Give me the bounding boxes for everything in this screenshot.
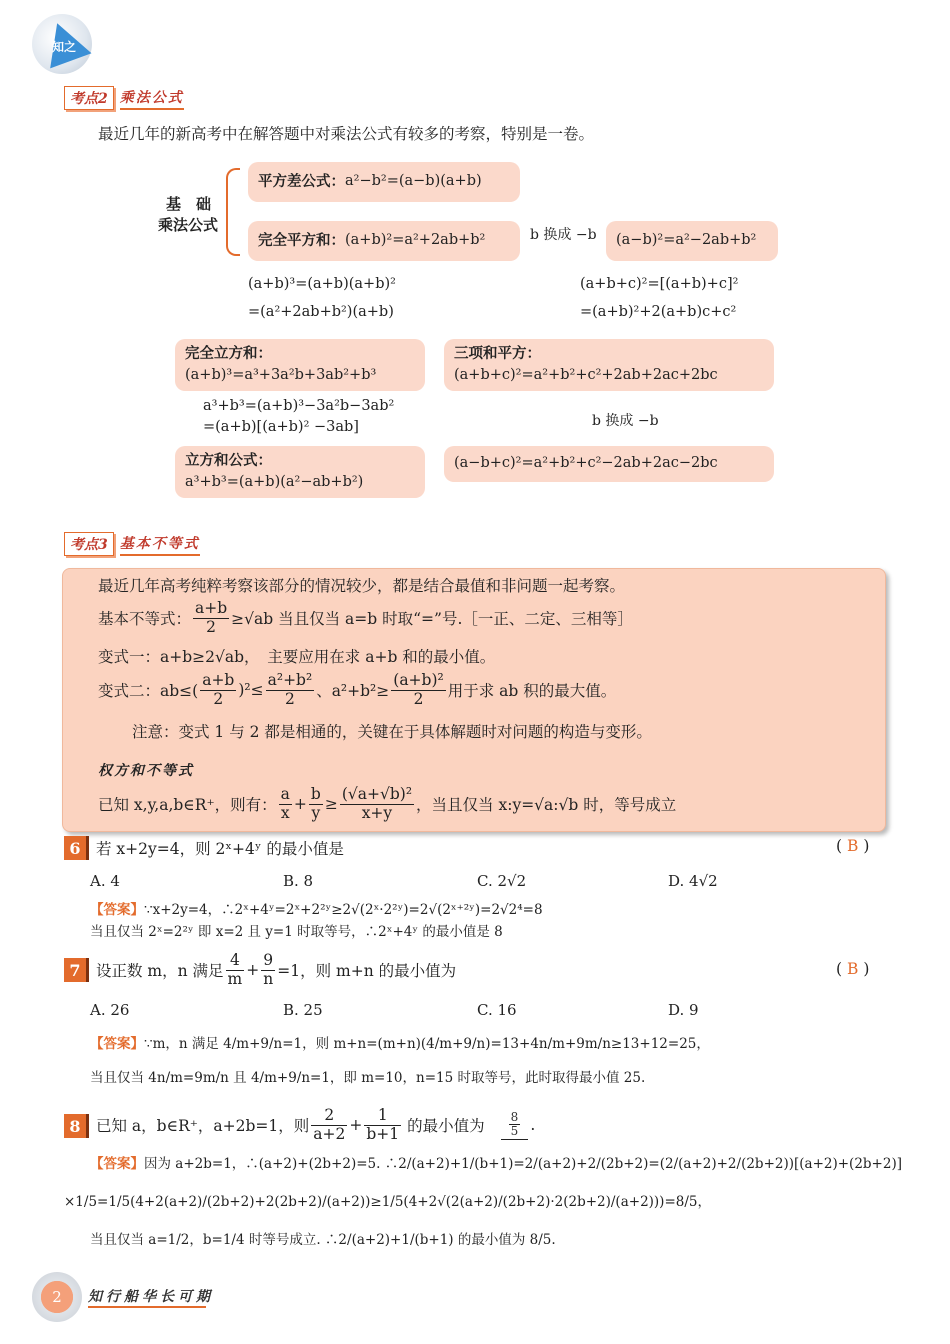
q6-answer-tag: 【答案】: [90, 902, 144, 918]
footer-divider: [88, 1306, 206, 1308]
diff-square-formula: a²−b²=(a−b)(a+b): [345, 173, 482, 190]
page-number: 2: [52, 1288, 62, 1306]
diff-square-title: 平方差公式：: [258, 173, 345, 191]
q8-text-pre: 已知 a，b∈R⁺，a+2b=1，则: [96, 1117, 310, 1136]
ineq-line4-pre: 变式二：ab≤(: [98, 682, 199, 701]
ineq-line2: [98, 600, 633, 637]
ineq-line6-frac3: [340, 786, 414, 823]
cube-formula-box: [175, 446, 425, 498]
cube-sum-title: 完全立方和：: [185, 345, 272, 363]
page-number-badge: [32, 1272, 82, 1322]
perfect-square-diff-box: [606, 221, 778, 261]
q7-option-d: D. 9: [668, 1001, 699, 1019]
section3-heading: [64, 532, 200, 556]
perfect-square-box: [248, 221, 520, 261]
q6-option-c: C. 2√2: [477, 872, 527, 890]
ineq-line3: 变式一：a+b≥2√ab， 主要应用在求 a+b 和的最小值。: [98, 648, 496, 666]
ineq-line6-f1-den: x: [280, 803, 290, 822]
q6-answer-choice: B: [847, 837, 859, 855]
q6-option-a: A. 4: [90, 872, 120, 890]
q8-blank-num: 8: [510, 1109, 519, 1124]
q6-solution-1: [90, 900, 543, 922]
q7-text-pre: 设正数 m，n 满足: [96, 962, 224, 981]
q6-answer-open: (: [836, 837, 843, 855]
q8-answer-tag: 【答案】: [90, 1156, 144, 1172]
ineq-line6-frac2: [309, 786, 323, 823]
perfect-square-title: 完全平方和：: [258, 232, 345, 250]
q8-solution-1-text: 因为 a+2b=1，∴(a+2)+(2b+2)=5. ∴2/(a+2)+1/(b+1)=2/(a+2)+2/(2b+2)=(2/(a+2)+2/(2b+2))[(a+2)+(2b+2)]: [144, 1156, 902, 1172]
ineq-line6-ge: ≥: [324, 795, 338, 814]
tri-square-title: 三项和平方：: [454, 345, 541, 363]
ineq-line6-f1-num: a: [280, 785, 290, 803]
diff-square-box: [248, 162, 520, 202]
ineq-line2-pre: 基本不等式：: [98, 610, 192, 629]
cube-sum-box: [175, 339, 425, 391]
q7-answer-tag: 【答案】: [90, 1036, 144, 1052]
q8-f1-num: 2: [311, 1107, 347, 1126]
ineq-line1: 最近几年高考纯粹考察该部分的情况较少，都是结合最值和非问题一起考察。: [98, 577, 626, 595]
ineq-line4-f2-den: 2: [284, 689, 295, 708]
ineq-line6-frac1: [279, 786, 292, 823]
ineq-line6-post: ，当且仅当 x:y=√a:√b 时，等号成立: [416, 796, 677, 815]
q8-frac1: [311, 1107, 347, 1144]
q8-frac2: [364, 1107, 401, 1144]
section2-label: 考点2: [64, 86, 114, 110]
cube-expand-1: (a+b)³=(a+b)(a+b)²: [248, 276, 396, 292]
ineq-line6-plus: +: [293, 795, 307, 814]
ineq-line2-frac: [193, 600, 229, 637]
ineq-line4-mid2: 、a²+b²≥: [316, 682, 390, 701]
ineq-line6-pre: 已知 x,y,a,b∈R⁺，则有：: [98, 796, 277, 815]
q8-blank: [501, 1111, 529, 1141]
cube-sum-formula: (a+b)³=a³+3a²b+3ab²+b³: [185, 367, 377, 383]
q7-text: [96, 952, 456, 989]
q7-option-c: C. 16: [477, 1001, 517, 1019]
q8-period: .: [530, 1116, 536, 1135]
q8-text: [96, 1107, 535, 1144]
q7-answer-close: ): [863, 960, 870, 978]
ineq-line4: [98, 672, 616, 709]
q8-text-post: 的最小值为: [407, 1117, 485, 1136]
q6-solution-1-text: ∵x+2y=4，∴2ˣ+4ʸ=2ˣ+2²ʸ≥2√(2ˣ·2²ʸ)=2√(2ˣ⁺²ʸ)=2√2⁴=8: [144, 902, 543, 918]
ineq-line6-f2-den: y: [311, 803, 321, 822]
q7-answer-choice: B: [847, 960, 859, 978]
section2-title: 乘法公式: [120, 87, 184, 110]
q7-frac2: [261, 952, 275, 989]
q7-option-a: A. 26: [90, 1001, 130, 1019]
q6-solution-2: 当且仅当 2ˣ=2²ʸ 即 x=2 且 y=1 时取等号，∴2ˣ+4ʸ 的最小值是 8: [90, 924, 503, 940]
question-number: 7: [64, 958, 89, 982]
basic-label-2: 乘法公式: [158, 216, 219, 234]
q8-blank-den: 5: [510, 1124, 519, 1139]
q8-plus: +: [349, 1116, 363, 1135]
q7-f1-den: m: [227, 969, 243, 988]
q7-frac1: [226, 952, 245, 989]
ineq-line4-frac1: [200, 672, 236, 709]
basic-label-1: 基 础: [166, 195, 212, 213]
q7-plus: +: [246, 961, 260, 980]
question-number: 8: [64, 1114, 89, 1138]
section3-title: 基本不等式: [120, 533, 200, 556]
logo-text: 知之: [52, 40, 77, 54]
ineq-line4-post: 用于求 ab 积的最大值。: [447, 682, 617, 701]
cube-derive-2: =(a+b)[(a+b)² −3ab]: [203, 419, 359, 435]
tri-square-formula: (a+b+c)²=a²+b²+c²+2ab+2ac+2bc: [454, 367, 718, 383]
perfect-square-diff-formula: (a−b)²=a²−2ab+b²: [616, 232, 757, 249]
q8-solution-3: 当且仅当 a=1/2，b=1/4 时等号成立. ∴2/(a+2)+1/(b+1) 的最小值为 8/5.: [90, 1232, 556, 1248]
ineq-line5: 注意：变式 1 与 2 都是相通的，关键在于具体解题时对问题的构造与变形。: [132, 723, 652, 741]
ineq-line4-frac2: [266, 672, 315, 709]
q6-option-d: D. 4√2: [668, 872, 718, 890]
q6-answer-close: ): [863, 837, 870, 855]
power-sum-title: 权方和不等式: [98, 763, 194, 779]
q7-answer: [836, 960, 869, 978]
ineq-line2-num: a+b: [195, 599, 228, 617]
q7-solution-1-text: ∵m，n 满足 4/m+9/n=1，则 m+n=(m+n)(4/m+9/n)=13+4n/m+9m/n≥13+12=25，: [144, 1036, 710, 1052]
q8-f1-den: a+2: [313, 1124, 346, 1143]
ineq-line6-f3-den: x+y: [361, 803, 393, 822]
logo: [32, 14, 92, 74]
q8-solution-1: [90, 1154, 902, 1176]
q7-option-b: B. 25: [283, 1001, 323, 1019]
cube-formula: a³+b³=(a+b)(a²−ab+b²): [185, 474, 364, 490]
ineq-line6-f2-num: b: [310, 785, 321, 803]
section2-heading: [64, 86, 184, 110]
ineq-line4-f2-num: a²+b²: [267, 671, 313, 689]
question-number: 6: [64, 836, 89, 860]
q7-solution-2: 当且仅当 4n/m=9m/n 且 4/m+9/n=1，即 m=10，n=15 时取等号，此时取得最小值 25.: [90, 1070, 646, 1086]
replace-note-1: b 换成 −b: [530, 227, 597, 243]
q7-solution-1: [90, 1034, 710, 1056]
tri-square-box: [444, 339, 774, 391]
section3-label: 考点3: [64, 532, 114, 556]
q7-text-post: =1，则 m+n 的最小值为: [277, 962, 457, 981]
q6-text: 若 x+2y=4，则 2ˣ+4ʸ 的最小值是: [96, 840, 344, 858]
perfect-square-formula: (a+b)²=a²+2ab+b²: [345, 232, 486, 249]
ineq-line4-f3-num: (a+b)²: [393, 671, 444, 689]
tri-square-minus-formula: (a−b+c)²=a²+b²+c²−2ab+2ac−2bc: [454, 455, 718, 472]
footer-slogan: 知行船华长可期: [88, 1289, 214, 1305]
tri-expand-1: (a+b+c)²=[(a+b)+c]²: [580, 276, 739, 292]
q8-f2-den: b+1: [366, 1124, 400, 1143]
q6-answer: [836, 837, 869, 855]
q8-f2-num: 1: [364, 1107, 401, 1126]
tri-expand-2: =(a+b)²+2(a+b)c+c²: [580, 304, 737, 320]
ineq-line6-f3-num: (√a+√b)²: [341, 785, 413, 803]
brace-icon: [226, 168, 240, 256]
q7-f2-num: 9: [261, 952, 275, 971]
q7-f2-den: n: [263, 969, 274, 988]
ineq-line4-f1-num: a+b: [202, 671, 235, 689]
ineq-line4-f1-den: 2: [213, 689, 224, 708]
ineq-line4-frac3: [391, 672, 445, 709]
replace-note-2: b 换成 −b: [592, 413, 659, 429]
q7-answer-open: (: [836, 960, 843, 978]
ineq-line6: [98, 786, 676, 823]
cube-derive-1: a³+b³=(a+b)³−3a²b−3ab²: [203, 398, 395, 414]
ineq-line4-f3-den: 2: [413, 689, 424, 708]
cube-expand-2: =(a²+2ab+b²)(a+b): [248, 304, 394, 320]
q6-option-b: B. 8: [283, 872, 314, 890]
cube-formula-title: 立方和公式：: [185, 452, 272, 470]
ineq-line2-den: 2: [206, 617, 217, 636]
q7-f1-num: 4: [226, 952, 245, 971]
ineq-line2-post: ≥√ab 当且仅当 a=b 时取“=”号.［一正、二定、三相等］: [231, 610, 633, 629]
section2-intro: 最近几年的新高考中在解答题中对乘法公式有较多的考察，特别是一卷。: [98, 125, 595, 143]
tri-square-minus-box: [444, 446, 774, 482]
ineq-line4-mid: )²≤: [238, 681, 264, 700]
q8-solution-2: ×1/5=1/5(4+2(a+2)/(2b+2)+2(2b+2)/(a+2))≥1/5(4+2√(2(a+2)/(2b+2)·2(2b+2)/(a+2)))=8/5，: [64, 1194, 711, 1210]
